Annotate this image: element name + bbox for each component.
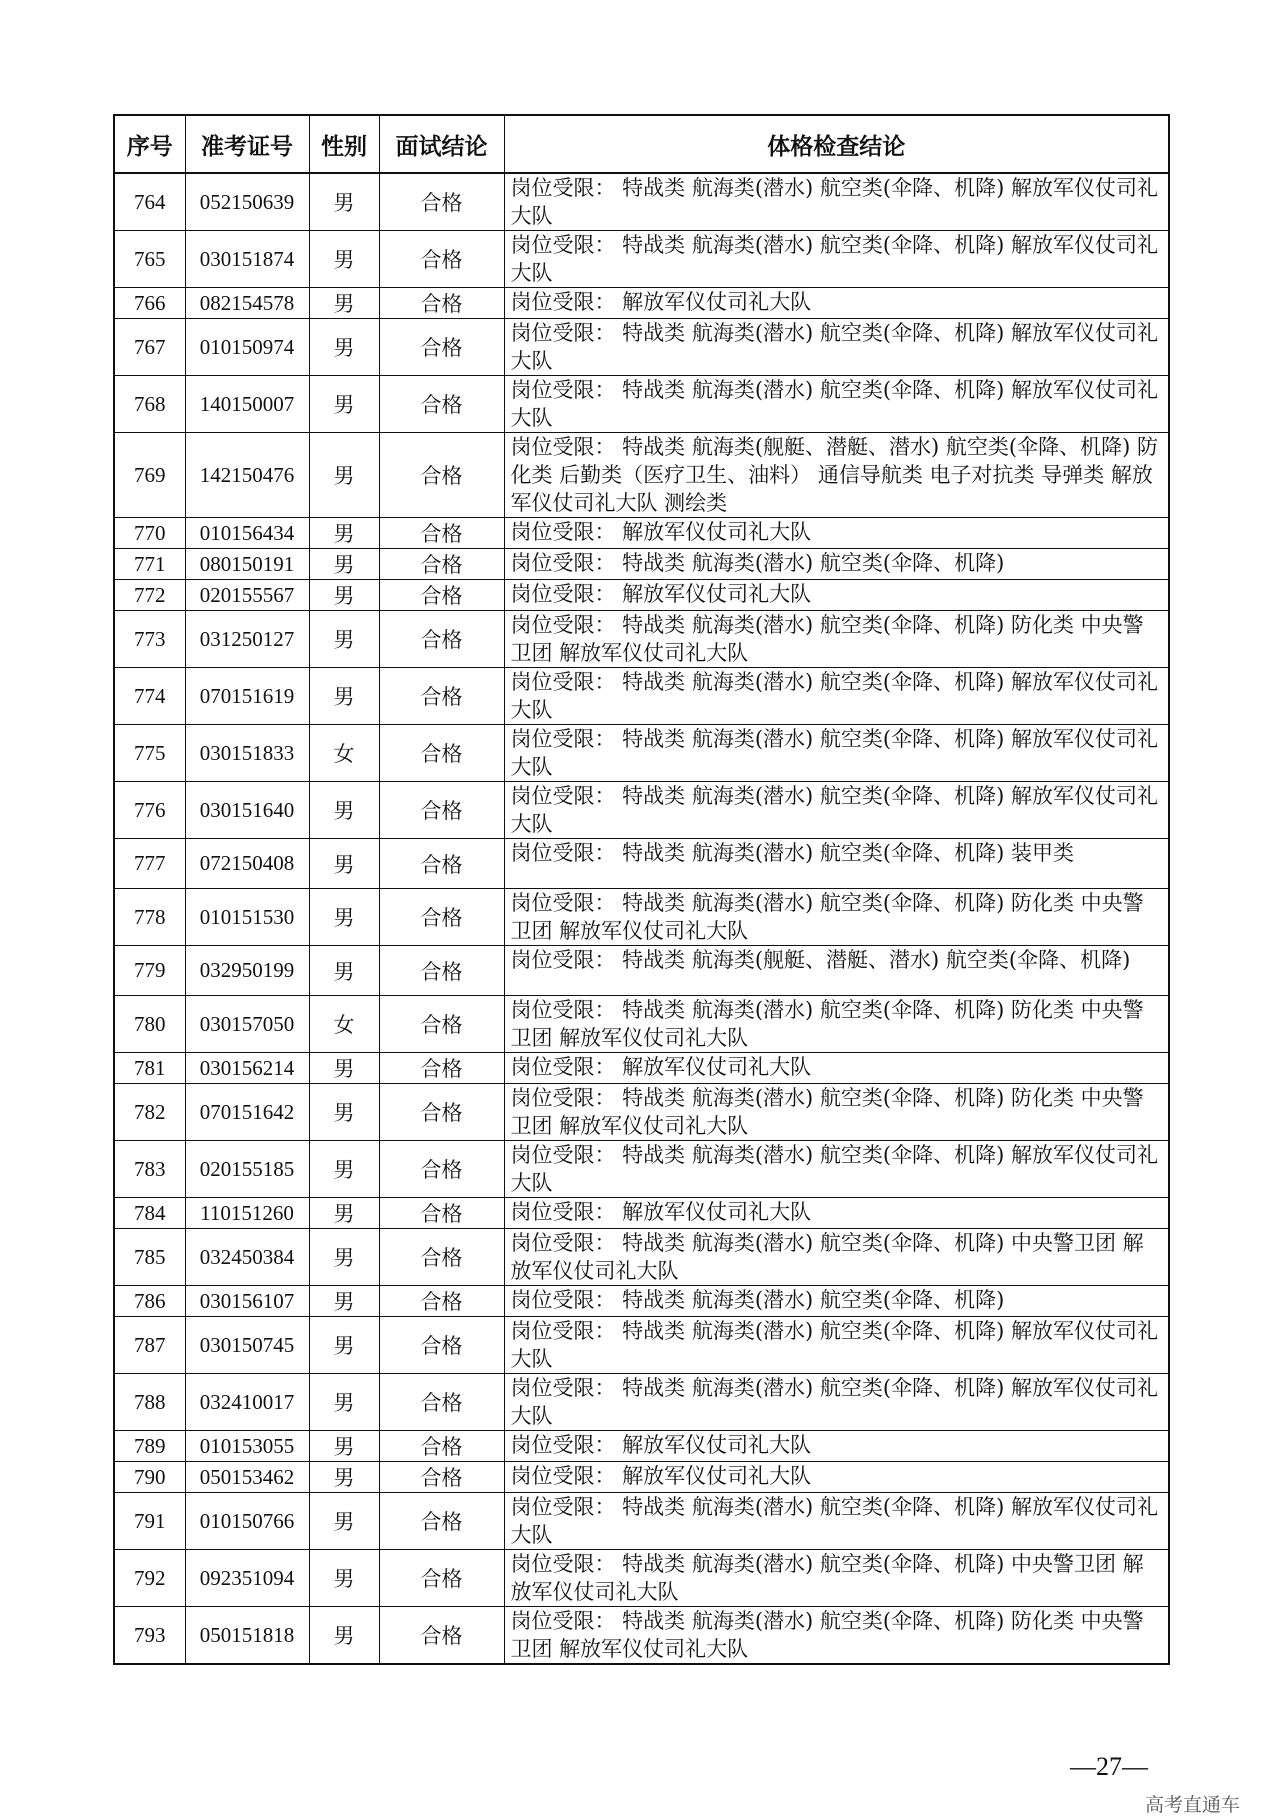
physical-exam-cell xyxy=(504,668,1169,725)
physical-exam-cell xyxy=(504,996,1169,1053)
gender-cell: 男 xyxy=(309,1317,379,1374)
exam-id-cell: 140150007 xyxy=(185,376,309,433)
gender-cell: 男 xyxy=(309,1493,379,1550)
interview-result-cell: 合格 xyxy=(379,1198,504,1229)
exam-id-cell: 010153055 xyxy=(185,1431,309,1462)
table-row xyxy=(114,1374,1169,1431)
table-row xyxy=(114,996,1169,1053)
exam-id-cell: 010151530 xyxy=(185,889,309,946)
table-body xyxy=(114,173,1169,1664)
physical-exam-cell xyxy=(504,1462,1169,1493)
physical-exam-cell xyxy=(504,1053,1169,1084)
gender-cell: 男 xyxy=(309,376,379,433)
interview-result-cell: 合格 xyxy=(379,288,504,319)
table-row xyxy=(114,1229,1169,1286)
table-row xyxy=(114,1198,1169,1229)
results-table xyxy=(113,114,1170,1665)
exam-id-cell: 050151818 xyxy=(185,1607,309,1665)
physical-exam-cell xyxy=(504,1317,1169,1374)
serial-cell: 775 xyxy=(114,725,185,782)
header-physical-exam-result: 体格检查结论 xyxy=(504,115,1169,173)
exam-id-cell: 010156434 xyxy=(185,518,309,549)
interview-result-cell: 合格 xyxy=(379,1431,504,1462)
interview-result-cell: 合格 xyxy=(379,1317,504,1374)
table-row xyxy=(114,580,1169,611)
exam-id-cell: 072150408 xyxy=(185,839,309,889)
gender-cell: 男 xyxy=(309,782,379,839)
gender-cell: 男 xyxy=(309,1374,379,1431)
header-interview-result: 面试结论 xyxy=(379,115,504,173)
gender-cell: 女 xyxy=(309,725,379,782)
serial-cell: 789 xyxy=(114,1431,185,1462)
table-header-row xyxy=(114,115,1169,173)
gender-cell: 男 xyxy=(309,1286,379,1317)
exam-id-cell: 032450384 xyxy=(185,1229,309,1286)
physical-exam-cell xyxy=(504,433,1169,518)
gender-cell: 男 xyxy=(309,1607,379,1665)
exam-id-cell: 020155185 xyxy=(185,1141,309,1198)
table-row xyxy=(114,288,1169,319)
interview-result-cell: 合格 xyxy=(379,1084,504,1141)
serial-cell: 791 xyxy=(114,1493,185,1550)
table-row xyxy=(114,668,1169,725)
table-row xyxy=(114,946,1169,996)
exam-id-cell: 050153462 xyxy=(185,1462,309,1493)
gender-cell: 男 xyxy=(309,319,379,376)
exam-id-cell: 030156107 xyxy=(185,1286,309,1317)
exam-id-cell: 082154578 xyxy=(185,288,309,319)
gender-cell: 男 xyxy=(309,1198,379,1229)
physical-exam-text: 岗位受限： 特战类 航海类(潜水) 航空类(伞降、机降) 解放军仪仗司礼大队 xyxy=(510,1376,1158,1428)
serial-cell: 765 xyxy=(114,231,185,288)
serial-cell: 781 xyxy=(114,1053,185,1084)
physical-exam-text: 岗位受限： 解放军仪仗司礼大队 xyxy=(510,1055,812,1079)
interview-result-cell: 合格 xyxy=(379,1550,504,1607)
gender-cell: 男 xyxy=(309,580,379,611)
table-row xyxy=(114,725,1169,782)
interview-result-cell: 合格 xyxy=(379,782,504,839)
exam-id-cell: 030156214 xyxy=(185,1053,309,1084)
physical-exam-cell xyxy=(504,1607,1169,1665)
physical-exam-cell xyxy=(504,376,1169,433)
gender-cell: 男 xyxy=(309,173,379,231)
physical-exam-text: 岗位受限： 特战类 航海类(潜水) 航空类(伞降、机降) 解放军仪仗司礼大队 xyxy=(510,321,1158,373)
serial-cell: 767 xyxy=(114,319,185,376)
physical-exam-cell xyxy=(504,173,1169,231)
interview-result-cell: 合格 xyxy=(379,231,504,288)
physical-exam-text: 岗位受限： 解放军仪仗司礼大队 xyxy=(510,582,812,606)
table-row xyxy=(114,1607,1169,1665)
serial-cell: 778 xyxy=(114,889,185,946)
physical-exam-text: 岗位受限： 特战类 航海类(舰艇、潜艇、潜水) 航空类(伞降、机降) 防化类 后勤类（医疗卫生、油料） 通信导航类 电子对抗类 导弹类 解放军仪仗司礼大队 测绘类 xyxy=(510,435,1158,515)
serial-cell: 772 xyxy=(114,580,185,611)
exam-id-cell: 052150639 xyxy=(185,173,309,231)
interview-result-cell: 合格 xyxy=(379,1229,504,1286)
table-row xyxy=(114,782,1169,839)
table-row xyxy=(114,518,1169,549)
exam-id-cell: 030151833 xyxy=(185,725,309,782)
physical-exam-text: 岗位受限： 特战类 航海类(潜水) 航空类(伞降、机降) 防化类 中央警卫团 解放军仪仗司礼大队 xyxy=(510,1086,1144,1138)
serial-cell: 773 xyxy=(114,611,185,668)
header-serial: 序号 xyxy=(114,115,185,173)
serial-cell: 782 xyxy=(114,1084,185,1141)
physical-exam-text: 岗位受限： 特战类 航海类(潜水) 航空类(伞降、机降) xyxy=(510,1288,1005,1312)
table-row xyxy=(114,1462,1169,1493)
physical-exam-cell xyxy=(504,782,1169,839)
serial-cell: 776 xyxy=(114,782,185,839)
physical-exam-cell xyxy=(504,946,1169,996)
gender-cell: 男 xyxy=(309,1229,379,1286)
interview-result-cell: 合格 xyxy=(379,433,504,518)
table-row xyxy=(114,231,1169,288)
physical-exam-cell xyxy=(504,1493,1169,1550)
physical-exam-cell xyxy=(504,580,1169,611)
physical-exam-text: 岗位受限： 解放军仪仗司礼大队 xyxy=(510,520,812,544)
exam-id-cell: 032950199 xyxy=(185,946,309,996)
table-row xyxy=(114,1286,1169,1317)
serial-cell: 766 xyxy=(114,288,185,319)
gender-cell: 男 xyxy=(309,1431,379,1462)
interview-result-cell: 合格 xyxy=(379,1493,504,1550)
physical-exam-text: 岗位受限： 特战类 航海类(潜水) 航空类(伞降、机降) 解放军仪仗司礼大队 xyxy=(510,233,1158,285)
exam-id-cell: 110151260 xyxy=(185,1198,309,1229)
interview-result-cell: 合格 xyxy=(379,1374,504,1431)
table-row xyxy=(114,611,1169,668)
gender-cell: 男 xyxy=(309,946,379,996)
exam-id-cell: 070151642 xyxy=(185,1084,309,1141)
gender-cell: 男 xyxy=(309,231,379,288)
physical-exam-text: 岗位受限： 特战类 航海类(潜水) 航空类(伞降、机降) 解放军仪仗司礼大队 xyxy=(510,176,1158,228)
physical-exam-cell xyxy=(504,839,1169,889)
physical-exam-text: 岗位受限： 特战类 航海类(舰艇、潜艇、潜水) 航空类(伞降、机降) xyxy=(510,948,1131,972)
physical-exam-cell xyxy=(504,1229,1169,1286)
physical-exam-text: 岗位受限： 解放军仪仗司礼大队 xyxy=(510,1464,812,1488)
exam-id-cell: 030150745 xyxy=(185,1317,309,1374)
interview-result-cell: 合格 xyxy=(379,668,504,725)
physical-exam-text: 岗位受限： 特战类 航海类(潜水) 航空类(伞降、机降) 防化类 中央警卫团 解放军仪仗司礼大队 xyxy=(510,1609,1144,1661)
physical-exam-cell xyxy=(504,611,1169,668)
exam-id-cell: 010150974 xyxy=(185,319,309,376)
interview-result-cell: 合格 xyxy=(379,376,504,433)
serial-cell: 784 xyxy=(114,1198,185,1229)
serial-cell: 787 xyxy=(114,1317,185,1374)
gender-cell: 男 xyxy=(309,1053,379,1084)
serial-cell: 770 xyxy=(114,518,185,549)
physical-exam-cell xyxy=(504,319,1169,376)
interview-result-cell: 合格 xyxy=(379,1053,504,1084)
gender-cell: 男 xyxy=(309,1141,379,1198)
physical-exam-cell xyxy=(504,1198,1169,1229)
physical-exam-cell xyxy=(504,231,1169,288)
physical-exam-text: 岗位受限： 特战类 航海类(潜水) 航空类(伞降、机降) 解放军仪仗司礼大队 xyxy=(510,784,1158,836)
exam-id-cell: 030151874 xyxy=(185,231,309,288)
physical-exam-text: 岗位受限： 特战类 航海类(潜水) 航空类(伞降、机降) xyxy=(510,551,1005,575)
physical-exam-text: 岗位受限： 特战类 航海类(潜水) 航空类(伞降、机降) 中央警卫团 解放军仪仗司礼大队 xyxy=(510,1552,1144,1604)
physical-exam-text: 岗位受限： 解放军仪仗司礼大队 xyxy=(510,290,812,314)
header-gender: 性别 xyxy=(309,115,379,173)
serial-cell: 790 xyxy=(114,1462,185,1493)
interview-result-cell: 合格 xyxy=(379,996,504,1053)
table-row xyxy=(114,1493,1169,1550)
exam-id-cell: 080150191 xyxy=(185,549,309,580)
table-row xyxy=(114,1431,1169,1462)
interview-result-cell: 合格 xyxy=(379,518,504,549)
interview-result-cell: 合格 xyxy=(379,946,504,996)
serial-cell: 769 xyxy=(114,433,185,518)
serial-cell: 793 xyxy=(114,1607,185,1665)
physical-exam-cell xyxy=(504,1141,1169,1198)
physical-exam-cell xyxy=(504,549,1169,580)
physical-exam-text: 岗位受限： 特战类 航海类(潜水) 航空类(伞降、机降) 装甲类 xyxy=(510,841,1074,865)
exam-id-cell: 010150766 xyxy=(185,1493,309,1550)
exam-id-cell: 142150476 xyxy=(185,433,309,518)
physical-exam-text: 岗位受限： 特战类 航海类(潜水) 航空类(伞降、机降) 解放军仪仗司礼大队 xyxy=(510,727,1158,779)
serial-cell: 792 xyxy=(114,1550,185,1607)
serial-cell: 777 xyxy=(114,839,185,889)
gender-cell: 男 xyxy=(309,549,379,580)
table-row xyxy=(114,1317,1169,1374)
gender-cell: 男 xyxy=(309,518,379,549)
physical-exam-cell xyxy=(504,1374,1169,1431)
gender-cell: 男 xyxy=(309,1550,379,1607)
gender-cell: 男 xyxy=(309,611,379,668)
exam-id-cell: 020155567 xyxy=(185,580,309,611)
physical-exam-text: 岗位受限： 特战类 航海类(潜水) 航空类(伞降、机降) 解放军仪仗司礼大队 xyxy=(510,1143,1158,1195)
serial-cell: 774 xyxy=(114,668,185,725)
interview-result-cell: 合格 xyxy=(379,580,504,611)
header-exam-id: 准考证号 xyxy=(185,115,309,173)
physical-exam-cell xyxy=(504,1084,1169,1141)
interview-result-cell: 合格 xyxy=(379,1462,504,1493)
serial-cell: 779 xyxy=(114,946,185,996)
serial-cell: 785 xyxy=(114,1229,185,1286)
physical-exam-text: 岗位受限： 特战类 航海类(潜水) 航空类(伞降、机降) 解放军仪仗司礼大队 xyxy=(510,1319,1158,1371)
physical-exam-text: 岗位受限： 特战类 航海类(潜水) 航空类(伞降、机降) 防化类 中央警卫团 解放军仪仗司礼大队 xyxy=(510,891,1144,943)
watermark-text: 高考直通车 xyxy=(1145,1794,1241,1816)
serial-cell: 783 xyxy=(114,1141,185,1198)
serial-cell: 788 xyxy=(114,1374,185,1431)
table-row xyxy=(114,1053,1169,1084)
exam-id-cell: 032410017 xyxy=(185,1374,309,1431)
gender-cell: 男 xyxy=(309,1084,379,1141)
serial-cell: 780 xyxy=(114,996,185,1053)
serial-cell: 786 xyxy=(114,1286,185,1317)
physical-exam-text: 岗位受限： 特战类 航海类(潜水) 航空类(伞降、机降) 防化类 中央警卫团 解放军仪仗司礼大队 xyxy=(510,998,1144,1050)
interview-result-cell: 合格 xyxy=(379,319,504,376)
interview-result-cell: 合格 xyxy=(379,725,504,782)
table-row xyxy=(114,1141,1169,1198)
table-row xyxy=(114,433,1169,518)
physical-exam-text: 岗位受限： 解放军仪仗司礼大队 xyxy=(510,1433,812,1457)
serial-cell: 764 xyxy=(114,173,185,231)
table-row xyxy=(114,1084,1169,1141)
interview-result-cell: 合格 xyxy=(379,173,504,231)
physical-exam-cell xyxy=(504,518,1169,549)
exam-id-cell: 092351094 xyxy=(185,1550,309,1607)
physical-exam-text: 岗位受限： 特战类 航海类(潜水) 航空类(伞降、机降) 中央警卫团 解放军仪仗司礼大队 xyxy=(510,1231,1144,1283)
gender-cell: 男 xyxy=(309,889,379,946)
interview-result-cell: 合格 xyxy=(379,1141,504,1198)
gender-cell: 男 xyxy=(309,288,379,319)
physical-exam-text: 岗位受限： 特战类 航海类(潜水) 航空类(伞降、机降) 解放军仪仗司礼大队 xyxy=(510,1495,1158,1547)
exam-id-cell: 030151640 xyxy=(185,782,309,839)
exam-id-cell: 070151619 xyxy=(185,668,309,725)
table-row xyxy=(114,839,1169,889)
table-row xyxy=(114,173,1169,231)
table-row xyxy=(114,549,1169,580)
gender-cell: 女 xyxy=(309,996,379,1053)
table-row xyxy=(114,1550,1169,1607)
interview-result-cell: 合格 xyxy=(379,1286,504,1317)
table-row xyxy=(114,319,1169,376)
gender-cell: 男 xyxy=(309,1462,379,1493)
exam-id-cell: 030157050 xyxy=(185,996,309,1053)
exam-id-cell: 031250127 xyxy=(185,611,309,668)
physical-exam-text: 岗位受限： 特战类 航海类(潜水) 航空类(伞降、机降) 解放军仪仗司礼大队 xyxy=(510,670,1158,722)
physical-exam-cell xyxy=(504,1286,1169,1317)
interview-result-cell: 合格 xyxy=(379,611,504,668)
physical-exam-cell xyxy=(504,288,1169,319)
gender-cell: 男 xyxy=(309,668,379,725)
physical-exam-cell xyxy=(504,725,1169,782)
page-number: —27— xyxy=(1070,1752,1148,1781)
gender-cell: 男 xyxy=(309,839,379,889)
physical-exam-cell xyxy=(504,1550,1169,1607)
serial-cell: 771 xyxy=(114,549,185,580)
table-row xyxy=(114,376,1169,433)
interview-result-cell: 合格 xyxy=(379,889,504,946)
serial-cell: 768 xyxy=(114,376,185,433)
interview-result-cell: 合格 xyxy=(379,549,504,580)
physical-exam-cell xyxy=(504,1431,1169,1462)
physical-exam-text: 岗位受限： 解放军仪仗司礼大队 xyxy=(510,1200,812,1224)
physical-exam-cell xyxy=(504,889,1169,946)
physical-exam-text: 岗位受限： 特战类 航海类(潜水) 航空类(伞降、机降) 解放军仪仗司礼大队 xyxy=(510,378,1158,430)
table-row xyxy=(114,889,1169,946)
gender-cell: 男 xyxy=(309,433,379,518)
interview-result-cell: 合格 xyxy=(379,839,504,889)
interview-result-cell: 合格 xyxy=(379,1607,504,1665)
physical-exam-text: 岗位受限： 特战类 航海类(潜水) 航空类(伞降、机降) 防化类 中央警卫团 解放军仪仗司礼大队 xyxy=(510,613,1144,665)
